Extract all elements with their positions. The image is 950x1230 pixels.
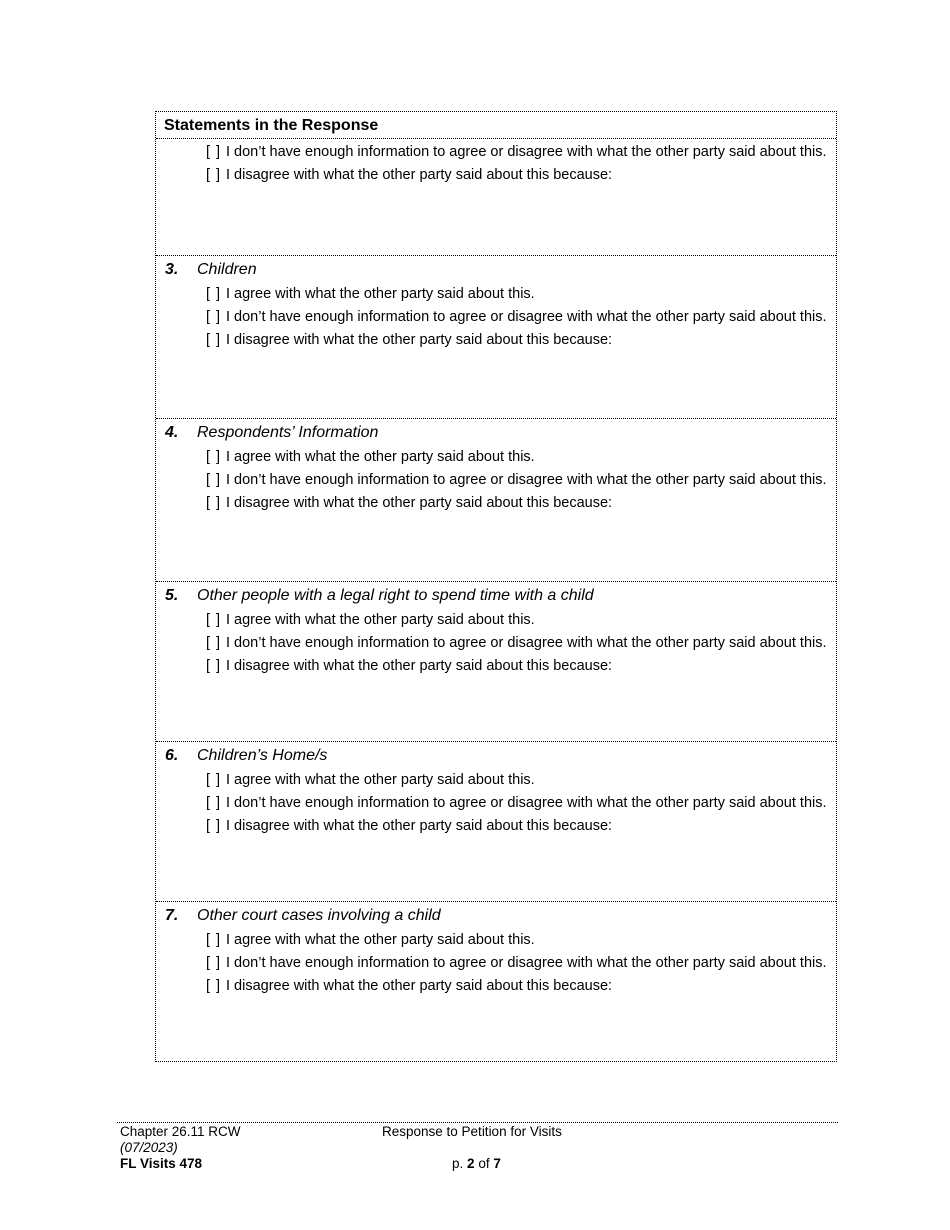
page-prefix: p. xyxy=(452,1156,464,1171)
section-heading xyxy=(156,902,836,929)
checkbox[interactable]: [ ] xyxy=(206,332,222,348)
checkbox[interactable]: [ ] xyxy=(206,635,222,651)
option-label: I agree with what the other party said about this. xyxy=(226,449,535,465)
section-number: 3. xyxy=(165,261,179,278)
section-heading xyxy=(156,256,836,283)
option-label: I disagree with what the other party said about this because: xyxy=(226,818,613,834)
option-agree[interactable] xyxy=(156,609,836,632)
footer-revision-date: (07/2023) xyxy=(120,1140,178,1155)
option-not-enough-info[interactable] xyxy=(156,952,836,975)
section-respondents-information xyxy=(156,419,836,582)
footer-statute: Chapter 26.11 RCW xyxy=(120,1124,241,1139)
footer-divider xyxy=(117,1122,838,1123)
option-label: I agree with what the other party said about this. xyxy=(226,932,535,948)
option-not-enough-info[interactable] xyxy=(156,306,836,329)
footer-form-title: Response to Petition for Visits xyxy=(382,1124,562,1139)
footer-left-block xyxy=(120,1124,241,1172)
section-title: Other people with a legal right to spend time with a child xyxy=(197,587,594,604)
section-childrens-homes xyxy=(156,742,836,902)
option-agree[interactable] xyxy=(156,929,836,952)
checkbox[interactable]: [ ] xyxy=(206,612,222,628)
option-label: I don’t have enough information to agree or disagree with what the other party said about this. xyxy=(226,955,827,971)
section-heading xyxy=(156,582,836,609)
option-disagree[interactable] xyxy=(156,164,836,187)
section-title: Other court cases involving a child xyxy=(197,907,441,924)
footer-form-number: FL Visits 478 xyxy=(120,1156,203,1171)
checkbox[interactable]: [ ] xyxy=(206,932,222,948)
option-agree[interactable] xyxy=(156,446,836,469)
option-label: I disagree with what the other party said about this because: xyxy=(226,167,613,183)
response-statements-table xyxy=(155,111,837,1062)
option-label: I don’t have enough information to agree or disagree with what the other party said about this. xyxy=(226,472,827,488)
checkbox[interactable]: [ ] xyxy=(206,144,222,160)
option-disagree[interactable] xyxy=(156,975,836,998)
section-title: Respondents’ Information xyxy=(197,424,379,441)
option-label: I don’t have enough information to agree or disagree with what the other party said about this. xyxy=(226,144,827,160)
table-header: Statements in the Response xyxy=(156,112,836,139)
section-continued xyxy=(156,139,836,256)
option-label: I disagree with what the other party said about this because: xyxy=(226,332,613,348)
section-title: Children xyxy=(197,261,257,278)
option-label: I don’t have enough information to agree or disagree with what the other party said about this. xyxy=(226,795,827,811)
option-label: I don’t have enough information to agree or disagree with what the other party said about this. xyxy=(226,309,827,325)
section-children xyxy=(156,256,836,419)
checkbox[interactable]: [ ] xyxy=(206,978,222,994)
checkbox[interactable]: [ ] xyxy=(206,167,222,183)
option-disagree[interactable] xyxy=(156,655,836,678)
option-label: I disagree with what the other party said about this because: xyxy=(226,495,613,511)
option-disagree[interactable] xyxy=(156,492,836,515)
section-heading xyxy=(156,419,836,446)
checkbox[interactable]: [ ] xyxy=(206,818,222,834)
checkbox[interactable]: [ ] xyxy=(206,286,222,302)
option-label: I agree with what the other party said about this. xyxy=(226,286,535,302)
section-number: 4. xyxy=(165,424,179,441)
option-not-enough-info[interactable] xyxy=(156,141,836,164)
option-label: I don’t have enough information to agree or disagree with what the other party said about this. xyxy=(226,635,827,651)
option-label: I disagree with what the other party said about this because: xyxy=(226,658,613,674)
checkbox[interactable]: [ ] xyxy=(206,772,222,788)
section-number: 7. xyxy=(165,907,179,924)
option-not-enough-info[interactable] xyxy=(156,632,836,655)
checkbox[interactable]: [ ] xyxy=(206,449,222,465)
checkbox[interactable]: [ ] xyxy=(206,495,222,511)
option-disagree[interactable] xyxy=(156,329,836,352)
page-total: 7 xyxy=(493,1156,501,1171)
option-label: I agree with what the other party said about this. xyxy=(226,612,535,628)
page-current: 2 xyxy=(467,1156,475,1171)
checkbox[interactable]: [ ] xyxy=(206,795,222,811)
page-of: of xyxy=(478,1156,490,1171)
option-disagree[interactable] xyxy=(156,815,836,838)
checkbox[interactable]: [ ] xyxy=(206,472,222,488)
option-agree[interactable] xyxy=(156,283,836,306)
option-not-enough-info[interactable] xyxy=(156,792,836,815)
section-number: 5. xyxy=(165,587,179,604)
option-label: I disagree with what the other party said about this because: xyxy=(226,978,613,994)
section-heading xyxy=(156,742,836,769)
section-other-court-cases xyxy=(156,902,836,1061)
section-number: 6. xyxy=(165,747,179,764)
checkbox[interactable]: [ ] xyxy=(206,309,222,325)
checkbox[interactable]: [ ] xyxy=(206,658,222,674)
option-not-enough-info[interactable] xyxy=(156,469,836,492)
option-label: I agree with what the other party said about this. xyxy=(226,772,535,788)
checkbox[interactable]: [ ] xyxy=(206,955,222,971)
section-title: Children’s Home/s xyxy=(197,747,328,764)
footer-page-number xyxy=(452,1156,501,1171)
option-agree[interactable] xyxy=(156,769,836,792)
section-other-people-legal-right xyxy=(156,582,836,742)
